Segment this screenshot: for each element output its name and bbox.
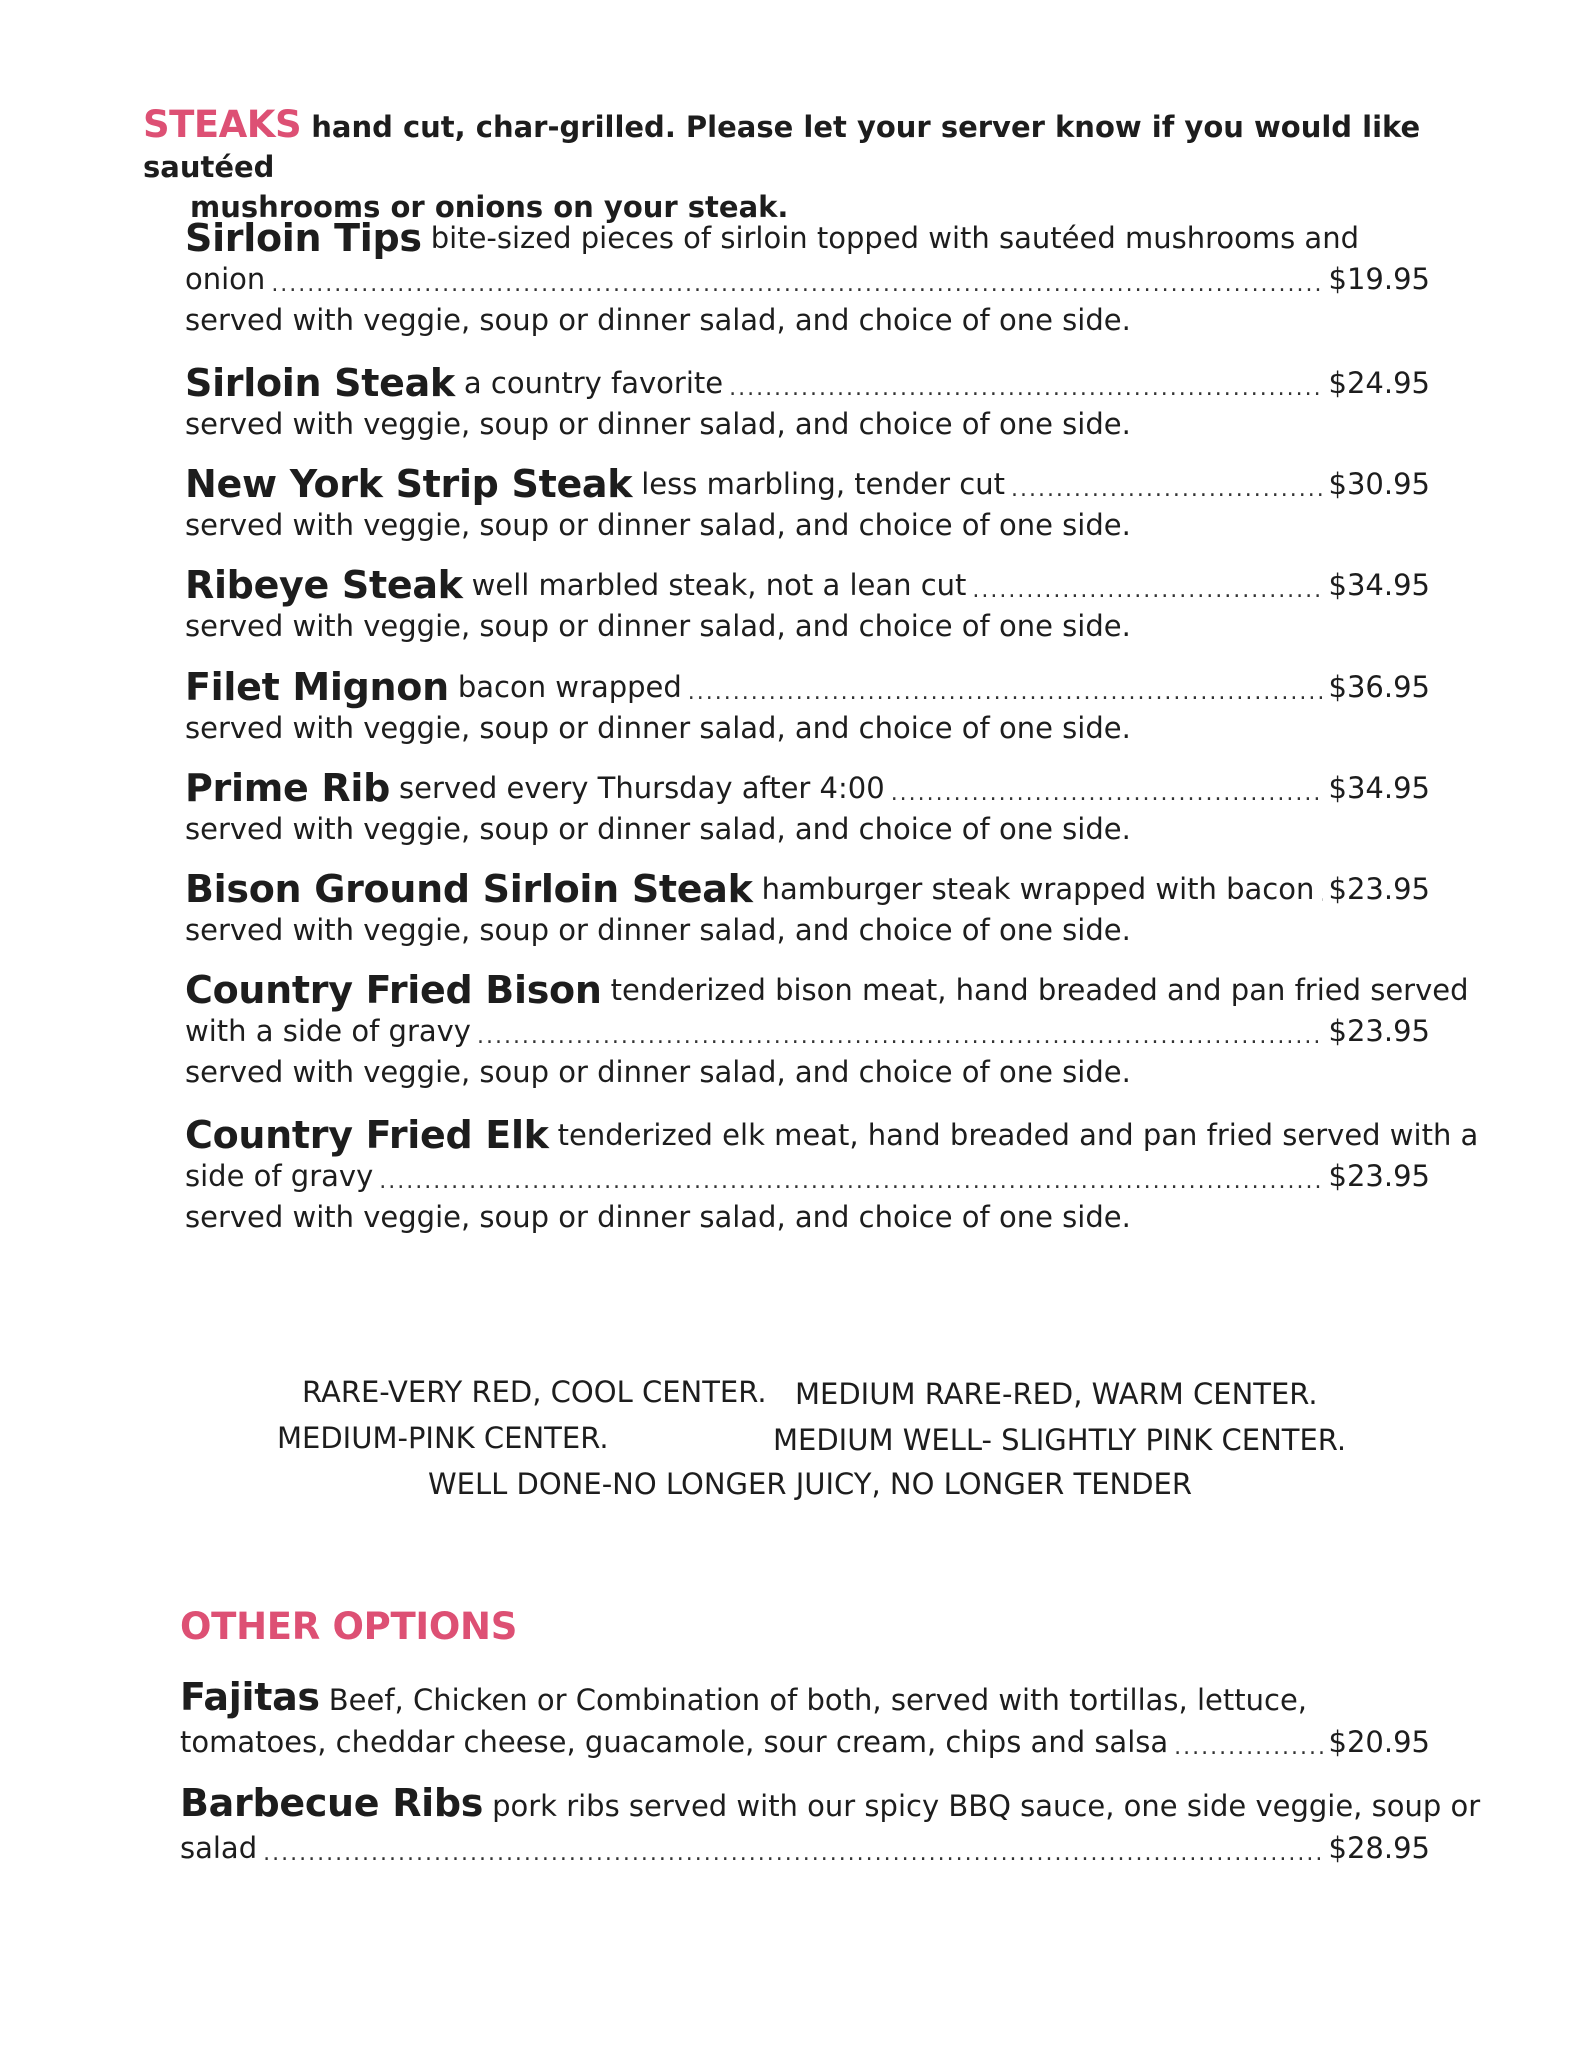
dot-leader [379,1167,1322,1197]
item-price: $30.95 [1328,467,1430,502]
doneness-well-done: WELL DONE-NO LONGER JUICY, NO LONGER TENDER [428,1467,1193,1501]
item-price: $23.95 [1328,871,1430,906]
item-desc: bite-sized pieces of sirloin topped with sautéed mushrooms and [430,221,1359,255]
item-served: served with veggie, soup or dinner salad, and choice of one side. [185,1200,1131,1235]
item-name: Fajitas [180,1675,320,1719]
menu-item [185,464,1430,565]
item-desc: tenderized bison meat, hand breaded and pan fried served [610,973,1469,1008]
item-price: $20.95 [1328,1725,1430,1759]
doneness-rare: RARE-VERY RED, COOL CENTER. [302,1375,767,1409]
doneness-medium-well: MEDIUM WELL- SLIGHTLY PINK CENTER. [773,1423,1347,1457]
item-served: served with veggie, soup or dinner salad, and choice of one side. [185,811,1131,846]
item-name: Prime Rib [185,765,391,810]
item-desc: hamburger steak wrapped with bacon [761,871,1315,906]
item-name: Country Fried Elk [185,1113,549,1158]
menu-item [180,1781,1481,1869]
item-desc: well marbled steak, not a lean cut [471,568,967,603]
item-desc: served every Thursday after 4:00 [399,770,885,805]
item-served: served with veggie, soup or dinner salad, and choice of one side. [185,407,1131,441]
item-name: Barbecue Ribs [180,1781,484,1825]
item-desc: less marbling, tender cut [641,467,1005,502]
menu-item [185,968,1469,1115]
other-options-heading: OTHER OPTIONS [180,1605,518,1648]
item-price: $34.95 [1328,770,1430,805]
item-desc: bacon wrapped [457,669,682,704]
item-desc-cont: onion [185,262,266,296]
dot-leader [972,576,1322,606]
item-name: Sirloin Steak [185,361,455,405]
dot-leader [891,779,1323,809]
doneness-medium-rare: MEDIUM RARE-RED, WARM CENTER. [795,1377,1318,1411]
item-name: Filet Mignon [185,664,449,709]
steak-items [185,216,1479,1260]
dot-leader [1320,880,1322,910]
item-served: served with veggie, soup or dinner salad, and choice of one side. [185,710,1131,745]
item-desc: pork ribs served with our spicy BBQ sauce, one side veggie, soup or [492,1789,1481,1823]
item-desc: Beef, Chicken or Combination of both, served with tortillas, lettuce, [328,1683,1308,1717]
other-items [180,1675,1481,1889]
dot-leader [1174,1733,1322,1763]
item-served: served with veggie, soup or dinner salad, and choice of one side. [185,1055,1131,1090]
menu-item [185,866,1430,970]
item-served: served with veggie, soup or dinner salad, and choice of one side. [185,912,1131,947]
menu-item [185,765,1430,869]
item-name: Sirloin Tips [185,216,422,260]
item-desc-cont: tomatoes, cheddar cheese, guacamole, sour cream, chips and salsa [180,1725,1169,1759]
item-price: $34.95 [1328,568,1430,603]
steaks-heading: STEAKS [143,103,302,146]
item-price: $19.95 [1328,262,1430,296]
steaks-intro [143,105,1473,227]
item-name: Ribeye Steak [185,563,463,608]
dot-leader [1011,475,1323,505]
dot-leader [477,1022,1323,1052]
item-desc-cont: side of gravy [185,1159,374,1194]
menu-item [185,565,1430,666]
item-price: $24.95 [1328,366,1430,400]
dot-leader [271,270,1322,300]
doneness-medium: MEDIUM-PINK CENTER. [277,1421,609,1455]
item-desc-cont: with a side of gravy [185,1014,471,1049]
item-desc: tenderized elk meat, hand breaded and pan fried served with a [557,1118,1479,1153]
menu-item [185,218,1430,363]
item-served: served with veggie, soup or dinner salad, and choice of one side. [185,508,1131,543]
item-served: served with veggie, soup or dinner salad, and choice of one side. [185,609,1131,644]
dot-leader [263,1839,1322,1869]
menu-item [185,363,1430,464]
item-name: Bison Ground Sirloin Steak [185,866,753,911]
item-price: $36.95 [1328,669,1430,704]
steaks-intro-line2: mushrooms or onions on your steak. [190,190,789,224]
dot-leader [729,374,1322,404]
item-desc: a country favorite [463,366,724,400]
item-price: $23.95 [1328,1014,1430,1049]
item-name: Country Fried Bison [185,968,602,1013]
item-price: $28.95 [1328,1831,1430,1865]
item-served: served with veggie, soup or dinner salad, and choice of one side. [185,303,1131,337]
menu-item [180,1677,1430,1763]
dot-leader [688,678,1323,708]
menu-item [185,664,1430,768]
item-price: $23.95 [1328,1159,1430,1194]
item-name: New York Strip Steak [185,462,633,507]
item-desc-cont: salad [180,1831,258,1865]
steaks-intro-line1: hand cut, char-grilled. Please let your server know if you would like sautéed [143,110,1421,184]
menu-item [185,1113,1479,1260]
